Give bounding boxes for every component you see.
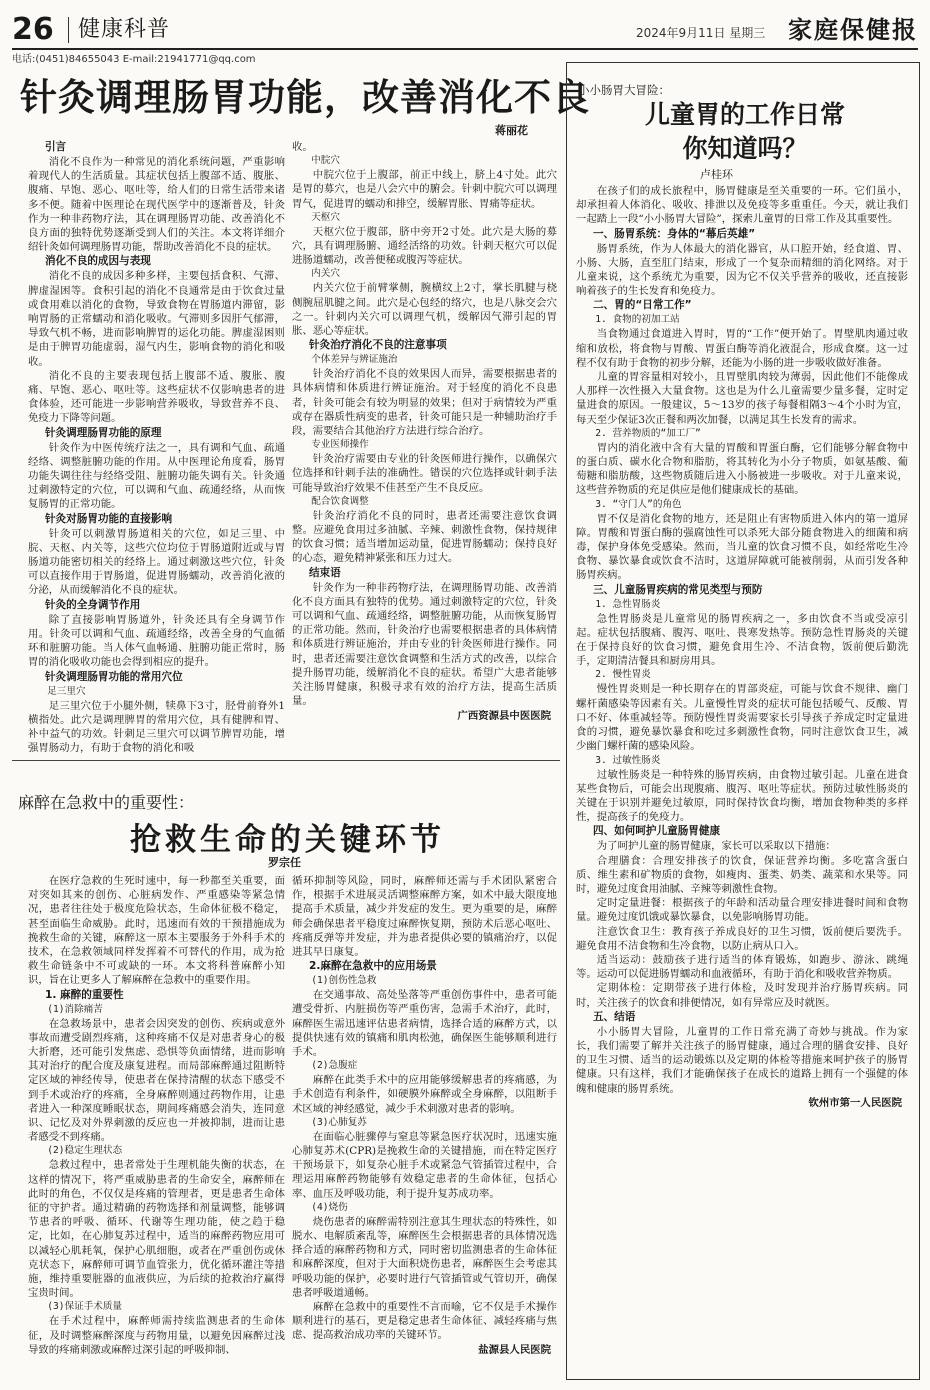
minor-heading: (1)创伤性急救 bbox=[311, 975, 377, 987]
contact-info: 电话:(0451)84655043 E-mail:21941771@qq.com bbox=[12, 54, 256, 65]
paragraph: 在医疗急救的生死时速中，每一秒都至关重要，面对突如其来的创伤、心脏病发作、严重感染等紧急情况，患者往往处于极度危险状态，生命体征极不稳定，甚至面临生命威胁。此时，迅速而有效的干预措施成为挽救生命的关键，麻醉这一原本主要服务于外科手术的技术，在急救领域同样发挥着不可替代的作用，成为抢救生命链条中不可或缺的一环。本文将科普麻醉小知识，旨在让更多人了解麻醉在急救中的重要作用。 bbox=[28, 875, 285, 987]
paragraph: 在孩子们的成长旅程中，肠胃健康是至关重要的一环。它们虽小，却承担着人体消化、吸收、排泄以及免疫等多重重任。今天，就让我们一起踏上一段“小小肠胃大冒险”，探索儿童胃的日常工作及其重要性。 bbox=[576, 185, 908, 226]
subheading: 三、儿童肠胃疾病的常见类型与预防 bbox=[592, 583, 763, 596]
paragraph: 中脘穴位于上腹部，前正中线上，脐上4寸处。此穴是胃的募穴，也是八会穴中的腑会。针刺中脘穴可以调理胃气，促进胃的蠕动和排空，缓解胃胀、胃痛等症状。 bbox=[292, 169, 557, 210]
paragraph: 当食物通过食道进入胃时，胃的“工作”便开始了。胃壁肌肉通过收缩和放松，将食物与胃酸、胃蛋白酶等消化液混合，形成食糜。这一过程不仅有助于食物的初步分解，还能为小肠的进一步吸收做好准备。 bbox=[576, 328, 908, 369]
paragraph: 胃内的消化液中含有大量的胃酸和胃蛋白酶，它们能够分解食物中的蛋白质、碳水化合物和脂肪，将其转化为小分子物质，如氨基酸、葡萄糖和脂肪酸，这些物质随后进入小肠被进一步吸收。对于儿童来说，这些营养物质的充足供应是他们健康成长的基础。 bbox=[576, 441, 908, 497]
issue-date: 2024年9月11日 星期三 bbox=[636, 26, 766, 40]
minor-heading: (3)保证手术质量 bbox=[47, 1301, 123, 1313]
paragraph: 麻醉在此类手术中的应用能够缓解患者的疼痛感，为手术创造有利条件，如硬膜外麻醉或全身麻醉，以阻断手术区域的神经感觉，减少手术刺激对患者的影响。 bbox=[292, 1074, 557, 1115]
paragraph: 肠胃系统，作为人体最大的消化器官，从口腔开始，经食道、胃、小肠、大肠，直至肛门结束，形成了一个复杂而精细的消化网络。对于儿童来说，这个系统尤为重要，因为它不仅关乎营养的吸收，还直接影响着孩子的生长发育和免疫力。 bbox=[576, 242, 908, 298]
article2-title: 抢救生命的关键环节 bbox=[130, 822, 445, 858]
paragraph: 小小肠胃大冒险，儿童胃的工作日常充满了奇妙与挑战。作为家长，我们需要了解并关注孩子的肠胃健康，通过合理的膳食安排、良好的卫生习惯、适当的运动锻炼以及定期的体检等措施来呵护孩子的肠胃健康。只有这样，我们才能确保孩子在成长的道路上拥有一个强健的体魄和健康的肠胃系统。 bbox=[576, 1025, 908, 1095]
subheading: 1. 麻醉的重要性 bbox=[44, 988, 124, 1001]
article1-author: 蒋丽花 bbox=[495, 124, 528, 137]
paragraph: 针灸作为中医传统疗法之一，具有调和气血、疏通经络、调整脏腑功能的作用。从中医理论角度看，肠胃功能失调往往与经络受阻、脏腑功能失调有关。针灸通过刺激特定的穴位，可以调和气血、疏通经络，从而恢复肠胃的正常功能。 bbox=[28, 441, 285, 511]
subheading: 五、结语 bbox=[592, 1010, 636, 1023]
article3-title-line1: 儿童胃的工作日常 bbox=[644, 100, 845, 129]
minor-heading: 天枢穴 bbox=[311, 211, 340, 223]
minor-heading: (2)稳定生理状态 bbox=[47, 1145, 123, 1157]
paragraph: 消化不良的成因多种多样，主要包括食积、气滞、脾虚湿困等。食积引起的消化不良通常是由于饮食过量或食用难以消化的食物，导致食物在胃肠道内滞留，影响胃肠的正常蠕动和消化吸收。气滞则多因肝气郁滞，导致气机不畅，进而影响脾胃的运化功能。脾虚湿困则是由于脾胃功能虚弱，湿气内生，影响食物的消化和吸收。 bbox=[28, 270, 285, 368]
article2-author: 罗宗任 bbox=[268, 856, 301, 869]
paragraph: 急性胃肠炎是儿童常见的肠胃疾病之一，多由饮食不当或受凉引起。症状包括腹痛、腹泻、呕吐、畏寒发热等。预防急性胃肠炎的关键在于保持良好的饮食习惯，避免食用生冷、不洁食物，饭前便后勤洗手，定期清洁餐具和厨房用具。 bbox=[576, 612, 908, 668]
subheading: 针灸调理肠胃功能的常用穴位 bbox=[44, 670, 183, 683]
paragraph: 在面临心脏骤停与窒息等紧急医疗状况时，迅速实施心肺复苏术(CPR)是挽救生命的关键措施，而在特定医疗干预场景下，如复杂心脏手术或紧急气管插管过程中，合理运用麻醉药物能够有效稳定患者的生命体征，包括心率、血压及呼吸功能，利于提升复苏成功率。 bbox=[292, 1130, 557, 1200]
paragraph: 针灸作为一种非药物疗法，在调理肠胃功能、改善消化不良方面具有独特的优势。通过刺激特定的穴位，针灸可以调和气血、疏通经络，调整脏腑功能，从而恢复肠胃的正常功能。然而，针灸治疗也需要根据患者的具体病情和体质进行辨证施治，并由专业的针灸医师进行操作。同时，患者还需要注意饮食调整和生活方式的改善，以综合提升肠胃功能，缓解消化不良的症状。希望广大患者能够关注肠胃健康，积极寻求有效的治疗方法，提高生活质量。 bbox=[292, 581, 557, 708]
subheading: 针灸调理肠胃功能的原理 bbox=[44, 426, 162, 439]
section-divider bbox=[12, 760, 560, 761]
author-institution: 钦州市第一人民医院 bbox=[808, 1096, 902, 1109]
paragraph: 消化不良作为一种常见的消化系统问题，严重影响着现代人的生活质量。其症状包括上腹部不适、腹胀、腹痛、早饱、恶心、呕吐等，给人们的日常生活带来诸多不便。随着中医理论在现代医学中的逐渐普及，针灸作为一种非药物疗法，其在调理肠胃功能、改善消化不良方面的独特优势逐渐受到人们的关注。本文将详细介绍针灸如何调理肠胃功能，帮助改善消化不良的症状。 bbox=[28, 156, 285, 254]
subheading: 一、肠胃系统：身体的“幕后英雄” bbox=[592, 227, 756, 240]
paragraph: 过敏性肠炎是一种特殊的肠胃疾病，由食物过敏引起。儿童在进食某些食物后，可能会出现腹痛、腹泻、呕吐等症状。预防过敏性肠炎的关键在于识别并避免过敏原，同时保持饮食均衡，增加食物种类的多样性，提高孩子的免疫力。 bbox=[576, 768, 908, 824]
masthead-divider bbox=[68, 17, 69, 43]
paragraph: 针灸治疗消化不良的同时，患者还需要注意饮食调整。应避免食用过多油腻、辛辣、刺激性食物，保持规律的饮食习惯；适当增加运动量，促进胃肠蠕动；保持良好的心态，避免精神紧张和压力过大。 bbox=[292, 509, 557, 565]
minor-heading: 2. 慢性胃炎 bbox=[595, 669, 651, 681]
newspaper-brand: 家庭保健报 bbox=[788, 15, 918, 44]
paragraph: 天枢穴位于腹部，脐中旁开2寸处。此穴是大肠的募穴，具有调理肠腑、通经活络的功效。针刺天枢穴可以促进肠道蠕动，改善便秘或腹泻等症状。 bbox=[292, 225, 557, 267]
paragraph: 定时定量进餐：根据孩子的年龄和活动量合理安排进餐时间和食物量。避免过度饥饿或暴饮暴食，以免影响肠胃功能。 bbox=[576, 897, 908, 924]
minor-heading: (1)消除痛苦 bbox=[47, 1003, 103, 1015]
minor-heading: 1. 食物的初加工站 bbox=[595, 314, 680, 326]
paragraph: 合理膳食：合理安排孩子的饮食，保证营养均衡。多吃富含蛋白质、维生素和矿物质的食物，如瘦肉、蛋类、奶类、蔬菜和水果等。同时，避免过度食用油腻、辛辣等刺激性食物。 bbox=[576, 854, 908, 895]
article3-kicker: 小小肠胃大冒险： bbox=[578, 83, 670, 97]
minor-heading: 2. 营养物质的“加工厂” bbox=[595, 427, 701, 439]
paragraph: 注意饮食卫生：教育孩子养成良好的卫生习惯，饭前便后要洗手。避免食用不洁食物和生冷食物，以防止病从口入。 bbox=[576, 925, 908, 952]
minor-heading: 内关穴 bbox=[311, 268, 340, 280]
subheading: 2.麻醉在急救中的应用场景 bbox=[308, 960, 437, 973]
paragraph: 儿童的胃容量相对较小，且胃壁肌肉较为薄弱，因此他们不能像成人那样一次性摄入大量食物。这也是为什么儿童需要少量多餐，定时定量进食的原因。一般建议，5～13岁的孩子每餐相隔3～4个小时为宜，每天至少保证3次正餐和两次加餐，以满足其生长发育的需求。 bbox=[576, 371, 908, 426]
paragraph: 麻醉在急救中的重要性不言而喻，它不仅是手术操作顺利进行的基石，更是稳定患者生命体征、减轻疼痛与焦虑、提高救治成功率的关键环节。 bbox=[292, 1301, 557, 1342]
paragraph: 循环抑制等风险，同时，麻醉师还需与手术团队紧密合作，根据手术进展灵活调整麻醉方案，如术中最大限度地提高手术质量，减少并发症的发生。更为重要的是，麻醉师会确保患者平稳度过麻醉恢复期，预防术后恶心呕吐、疼痛反弹等并发症，并为患者提供必要的镇痛治疗，以促进其早日康复。 bbox=[292, 875, 557, 959]
minor-heading: 个体差异与辨证施治 bbox=[311, 354, 398, 366]
subheading: 四、如何呵护儿童肠胃健康 bbox=[592, 825, 721, 838]
paragraph: 在交通事故、高处坠落等严重创伤事件中，患者可能遭受骨折、内脏损伤等严重伤害，急需手术治疗，此时，麻醉医生需迅速评估患者病情，选择合适的麻醉方式，以提供快速有效的镇痛和肌肉松弛，确保医生能够顺利进行手术。 bbox=[292, 989, 557, 1059]
paragraph: 针灸治疗消化不良的效果因人而异，需要根据患者的具体病情和体质进行辨证施治。对于轻度的消化不良患者，针灸可能会有较为明显的效果；但对于病情较为严重或存在器质性病变的患者，针灸可能只是一种辅助治疗手段，需要结合其他治疗方法进行综合治疗。 bbox=[292, 368, 557, 438]
page-number: 26 bbox=[12, 12, 54, 47]
minor-heading: (4)烧伤 bbox=[311, 1201, 348, 1213]
paragraph: 内关穴位于前臂掌侧，腕横纹上2寸，掌长肌腱与桡侧腕屈肌腱之间。此穴是心包经的络穴，也是八脉交会穴之一。针刺内关穴可以调理气机，缓解因气滞引起的胃胀、恶心等症状。 bbox=[292, 282, 557, 338]
subheading: 消化不良的成因与表现 bbox=[44, 255, 151, 268]
minor-heading: (2)急腹症 bbox=[311, 1060, 358, 1072]
subheading: 针灸治疗消化不良的注意事项 bbox=[308, 339, 447, 352]
subheading: 针灸对肠胃功能的直接影响 bbox=[44, 512, 173, 525]
minor-heading: 足三里穴 bbox=[47, 685, 86, 697]
minor-heading: (3)心肺复苏 bbox=[311, 1116, 367, 1128]
paragraph: 慢性胃炎则是一种长期存在的胃部炎症，可能与饮食不规律、幽门螺杆菌感染等因素有关。儿童慢性胃炎的症状可能包括嗳气、反酸、胃口不好、体重减轻等。预防慢性胃炎需要家长引导孩子养成定时定量进食的习惯，避免暴饮暴食和吃过多刺激性食物，同时注意饮食卫生，减少幽门螺杆菌的感染风险。 bbox=[576, 683, 908, 753]
paragraph: 在急救场景中，患者会因突发的创伤、疾病或意外事故而遭受剧烈疼痛，这种疼痛不仅是对患者身心的极大折磨，还可能引发焦虑、恐惧等负面情绪，进而影响其对治疗的配合度及康复进程。而局部麻醉通过阻断特定区域的神经传导，使患者在保持清醒的状态下感受不到手术或治疗的疼痛，全身麻醉则通过药物作用，让患者进入一种深度睡眠状态，期间疼痛感会消失，连同意识、记忆及对外界刺激的反应也一并被抑制，进而让患者感受不到疼痛。 bbox=[28, 1017, 285, 1144]
paragraph: 胃不仅是消化食物的地方，还是阻止有害物质进入体内的第一道屏障。胃酸和胃蛋白酶的强腐蚀性可以杀死大部分随食物进入的细菌和病毒，保护身体免受感染。然而，当儿童的饮食习惯不良，如经常吃生冷食物、暴饮暴食或饮食不洁时，这道屏障就可能被削弱，从而引发各种肠胃疾病。 bbox=[576, 512, 908, 582]
article2-column-2 bbox=[292, 874, 557, 1379]
paragraph: 针灸可以刺激胃肠道相关的穴位，如足三里、中脘、天枢、内关等，这些穴位均位于胃肠道附近或与胃肠道功能密切相关的经络上。通过刺激这些穴位，针灸可以直接作用于胃肠道，促进胃肠蠕动，改善消化液的分泌，从而缓解消化不良的症状。 bbox=[28, 527, 285, 597]
masthead bbox=[12, 12, 918, 50]
paragraph: 烧伤患者的麻醉需特别注意其生理状态的特殊性，如脱水、电解质紊乱等，麻醉医生会根据患者的具体情况选择合适的麻醉药物和方式，同时密切监测患者的生命体征和麻醉深度，但对于大面积烧伤患者，麻醉医生会考虑其呼吸功能的保护，必要时进行气管插管或气管切开，确保患者呼吸道通畅。 bbox=[292, 1215, 557, 1299]
article3-title-line2: 你知道吗？ bbox=[682, 134, 808, 163]
article3-body bbox=[576, 184, 908, 1374]
minor-heading: 专业医师操作 bbox=[311, 439, 369, 451]
paragraph: 定期体检：定期带孩子进行体检，及时发现并治疗肠胃疾病。同时，关注孩子的饮食和排便情况，如有异常应及时就医。 bbox=[576, 982, 908, 1009]
article1-column-1 bbox=[28, 140, 285, 755]
article1-column-2 bbox=[292, 140, 557, 745]
paragraph: 适当运动：鼓励孩子进行适当的体育锻炼，如跑步、游泳、跳绳等。运动可以促进肠胃蠕动和血液循环，有助于消化和吸收营养物质。 bbox=[576, 953, 908, 981]
author-institution: 盐源县人民医院 bbox=[478, 1343, 551, 1356]
article1-title: 针灸调理肠胃功能，改善消化不良 bbox=[20, 75, 590, 119]
minor-heading: 3. “守门人”的角色 bbox=[595, 498, 682, 510]
paragraph: 针灸治疗需要由专业的针灸医师进行操作，以确保穴位选择和针刺手法的准确性。错误的穴位选择或针刺手法可能导致治疗效果不佳甚至产生不良反应。 bbox=[292, 453, 557, 494]
paragraph: 消化不良的主要表现包括上腹部不适、腹胀、腹痛、早饱、恶心、呕吐等。这些症状不仅影响患者的进食体验，还可能进一步影响营养吸收，导致营养不良、免疫力下降等问题。 bbox=[28, 369, 285, 425]
paragraph: 急救过程中，患者常处于生理机能失衡的状态，在这样的情况下，将严重威胁患者的生命安全，麻醉师在此时的角色，不仅仅是疼痛的管理者，更是患者生命体征的守护者。通过精确的药物选择和剂量调整，能够调节患者的呼吸、循环、代谢等生理功能，使之趋于稳定，比如，在心肺复苏过程中，适当的麻醉药物应用可以减轻心肌耗氧，保护心肌细胞，或者在严重创伤或休克状态下，麻醉师可调节血管张力，优化循环灌注等措施，维持重要脏器的血液供应，为后续的抢救治疗赢得宝贵时间。 bbox=[28, 1159, 285, 1300]
article3-author: 卢桂环 bbox=[700, 168, 733, 181]
paragraph: 收。 bbox=[292, 141, 313, 153]
paragraph: 除了直接影响胃肠道外，针灸还具有全身调节作用。针灸可以调和气血、疏通经络，改善全身的气血循环和脏腑功能。当人体气血畅通、脏腑功能正常时，肠胃的消化吸收功能也会得到相应的提升。 bbox=[28, 613, 285, 669]
subheading: 引言 bbox=[44, 141, 67, 153]
minor-heading: 3. 过敏性肠炎 bbox=[595, 754, 661, 766]
subheading: 结束语 bbox=[308, 566, 341, 579]
paragraph: 在手术过程中，麻醉师需持续监测患者的生命体征，及时调整麻醉深度与药物用量，以避免因麻醉过浅导致的疼痛刺激或麻醉过深引起的呼吸抑制、 bbox=[28, 1315, 285, 1356]
minor-heading: 中脘穴 bbox=[311, 155, 340, 167]
author-institution: 广西资源县中医医院 bbox=[457, 709, 551, 722]
section-name: 健康科普 bbox=[78, 17, 171, 42]
paragraph: 为了呵护儿童的肠胃健康，家长可以采取以下措施： bbox=[596, 840, 836, 853]
subheading: 针灸的全身调节作用 bbox=[44, 598, 141, 611]
minor-heading: 1. 急性胃肠炎 bbox=[595, 598, 661, 610]
article2-kicker: 麻醉在急救中的重要性： bbox=[18, 793, 195, 812]
subheading: 二、胃的“日常工作” bbox=[592, 299, 692, 312]
article2-column-1 bbox=[28, 874, 285, 1379]
paragraph: 足三里穴位于小腿外侧，犊鼻下3寸，胫骨前脊外1横指处。此穴是调理脾胃的常用穴位，具有健脾和胃、补中益气的功效。针刺足三里穴可以调节脾胃功能，增强胃肠动力，有助于食物的消化和吸 bbox=[28, 699, 285, 755]
minor-heading: 配合饮食调整 bbox=[311, 495, 369, 507]
